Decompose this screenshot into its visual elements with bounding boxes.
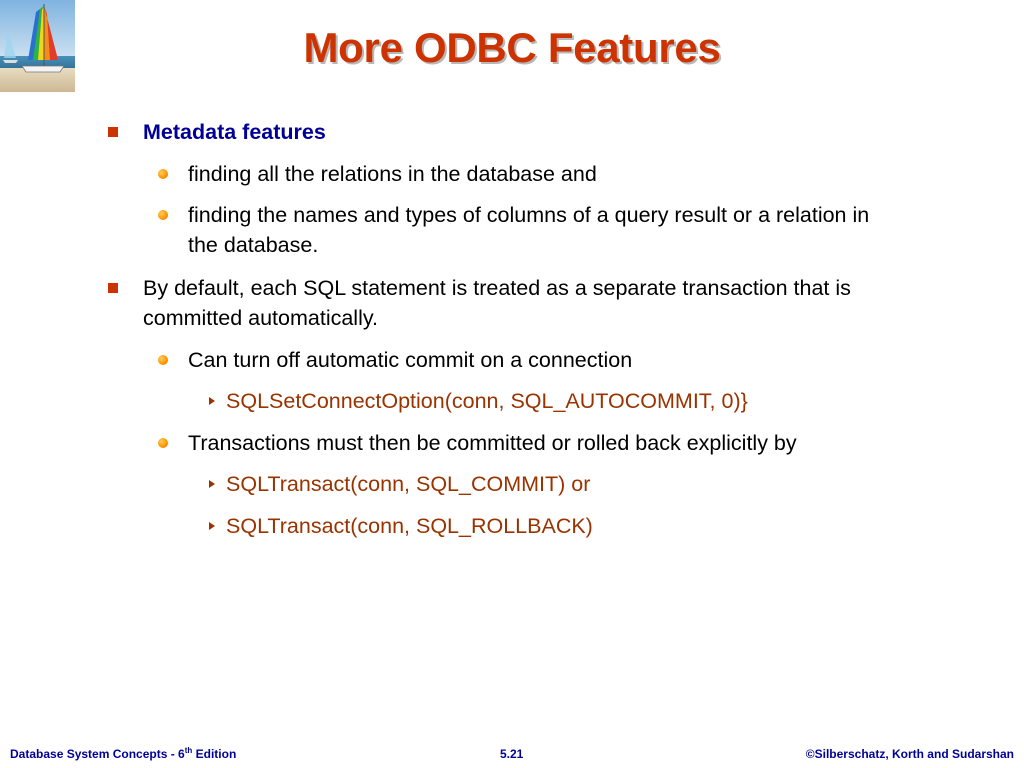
triangle-bullet-icon: [209, 522, 215, 530]
bullet-text: Metadata features: [143, 120, 326, 144]
triangle-bullet-icon: [209, 397, 215, 405]
code-bullet-text: SQLSetConnectOption(conn, SQL_AUTOCOMMIT, 0)}: [226, 389, 748, 413]
footer-slide-number: 5.21: [500, 747, 524, 761]
slide-title: More ODBC Features: [303, 24, 721, 71]
circle-bullet-icon: [158, 169, 168, 179]
square-bullet-icon: [108, 127, 118, 137]
footer-book-title-suffix: Edition: [192, 747, 237, 761]
code-bullet-text: SQLTransact(conn, SQL_ROLLBACK): [226, 514, 593, 538]
bullet-text: Can turn off automatic commit on a connection: [188, 348, 633, 372]
footer-copyright: ©Silberschatz, Korth and Sudarshan: [805, 747, 1014, 761]
bullet-text-continuation: committed automatically.: [143, 306, 378, 330]
footer-edition-superscript: th: [184, 746, 193, 755]
code-bullet-text: SQLTransact(conn, SQL_COMMIT) or: [226, 472, 591, 496]
footer-book-title: [10, 746, 236, 762]
square-bullet-icon: [108, 283, 118, 293]
circle-bullet-icon: [158, 210, 168, 220]
triangle-bullet-icon: [209, 480, 215, 488]
circle-bullet-icon: [158, 438, 168, 448]
bullet-text: Transactions must then be committed or rolled back explicitly by: [188, 431, 797, 455]
bullet-text: finding all the relations in the database and: [188, 162, 597, 186]
bullet-text-continuation: the database.: [188, 233, 319, 257]
footer-book-title-prefix: Database System Concepts - 6: [10, 747, 185, 761]
bullet-text: By default, each SQL statement is treated as a separate transaction that is: [143, 276, 851, 300]
circle-bullet-icon: [158, 355, 168, 365]
bullet-text: finding the names and types of columns of a query result or a relation in: [188, 203, 870, 227]
